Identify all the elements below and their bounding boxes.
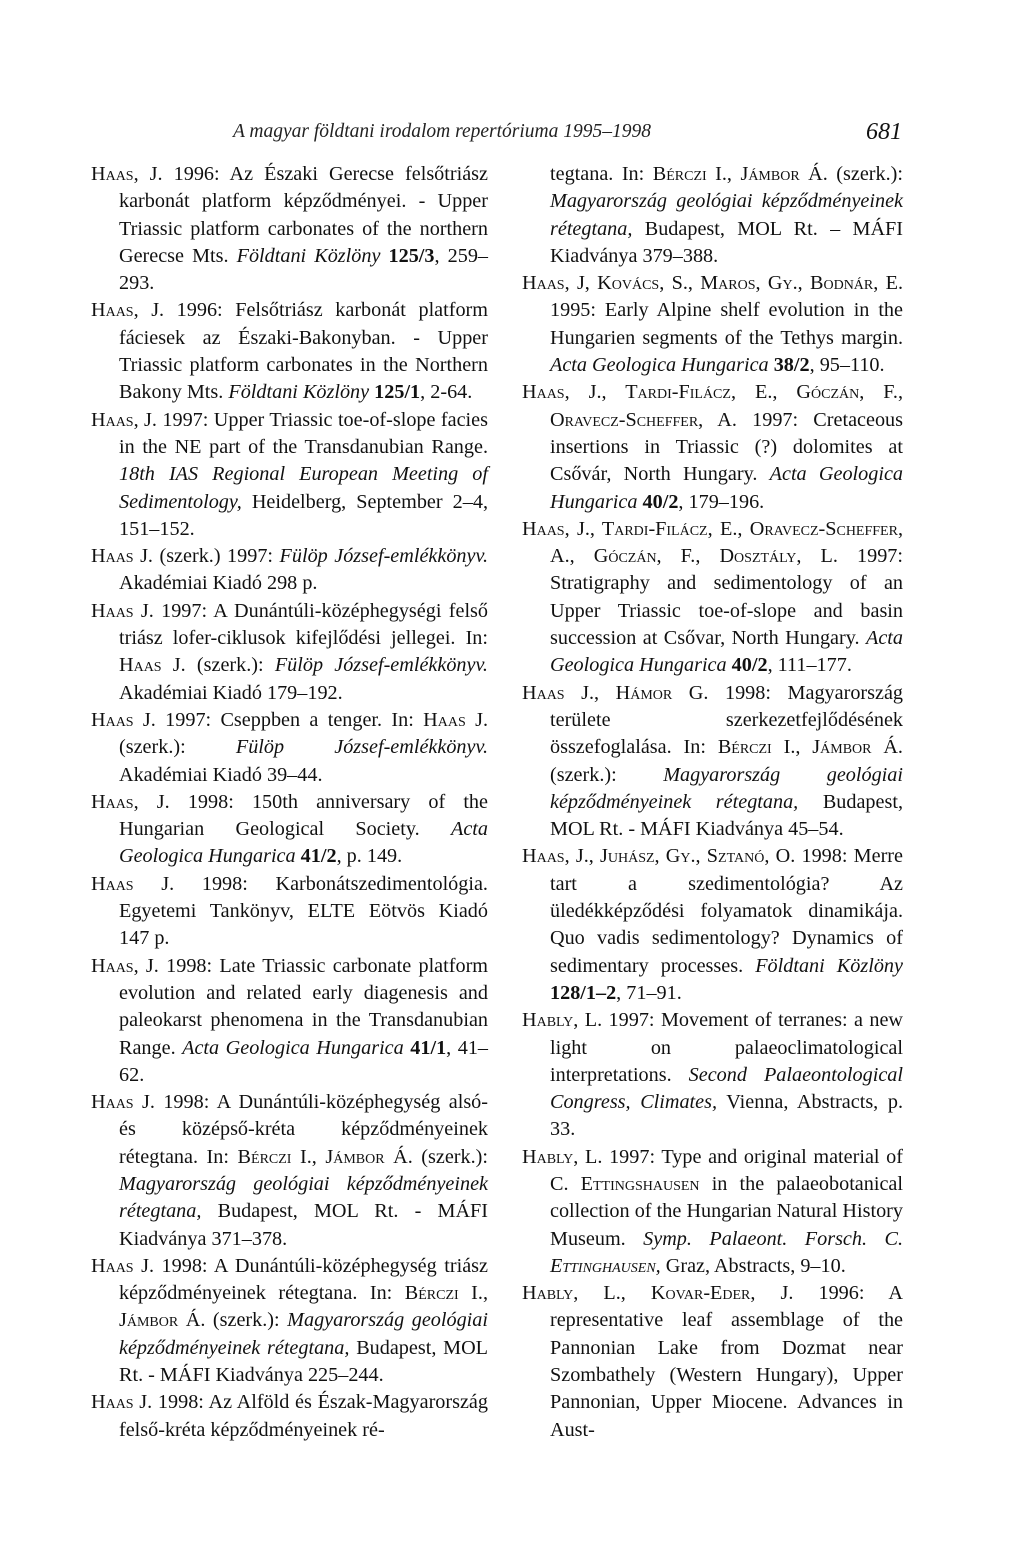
- entry-source: Acta Geologica Hungarica: [550, 627, 903, 677]
- entry-text: 1998: Az Alföld és Észak-Magyarország felső-kréta képződményeinek ré-: [119, 1391, 488, 1441]
- entry-author: Haas J.: [91, 708, 156, 731]
- entry-volume: 38/2: [773, 354, 810, 377]
- entry-author: Haas J.: [91, 1091, 155, 1114]
- entry-text: 1996: A representative leaf assemblage of the Pannonian Lake from Dozmat near Szombathely (Western Hungary), Upper Pannonian, Upper Miocene. Advances in Aust-: [550, 1282, 903, 1441]
- page-number: 681: [866, 119, 902, 145]
- bibliography-entry: [91, 407, 488, 543]
- entry-source: Magyarország geológiai képződményeinek rétegtana,: [119, 1309, 488, 1359]
- entry-author: Haas, J., Tardi-Filácz, E., Oravecz-Scheffer, A., Góczán, F., Dosztály, L.: [522, 517, 903, 568]
- bibliography-entry: [522, 1280, 903, 1444]
- entry-text: 1998: A Dunántúli-középhegység alsó- és középső-kréta képződményeinek rétegtana. In:: [119, 1091, 488, 1168]
- entry-text: 1997: Upper Triassic toe-of-slope facies in the NE part of the Transdanubian Range.: [119, 408, 488, 458]
- entry-author: Haas J., Hámor G.: [522, 681, 709, 704]
- entry-tail: Akadémiai Kiadó 298 p.: [119, 572, 318, 595]
- entry-volume: 125/1: [374, 381, 421, 404]
- entry-source: Fülöp József-emlékkönyv.: [274, 654, 488, 677]
- entry-text: 1998: A Dunántúli-középhegység triász képződményeinek rétegtana. In:: [119, 1254, 488, 1305]
- entry-tail: Budapest, MOL Rt. - MÁFI Kiadványa 225–244.: [119, 1336, 488, 1387]
- entry-text-2: (szerk.):: [550, 763, 664, 786]
- entry-text-2: (szerk.):: [827, 163, 903, 185]
- entry-tail: Vienna, Abstracts, p. 33.: [550, 1091, 903, 1141]
- entry-editor: Bérczi I., Jámbor Á.: [652, 163, 828, 185]
- entry-author: Hably, L.: [522, 1009, 603, 1032]
- entry-editor: Haas: [119, 654, 162, 677]
- bibliography-entry: [522, 379, 903, 515]
- entry-author: Hably, L., Kovar-Eder, J.: [522, 1282, 794, 1305]
- entry-text: 1995: Early Alpine shelf evolution in the Hungarien segments of the Tethys margin.: [550, 299, 903, 349]
- entry-pages: , 95–110.: [809, 354, 885, 377]
- entry-tail: Budapest, MOL Rt. - MÁFI Kiadványa 45–54.: [550, 790, 903, 841]
- entry-text: 1997: Movement of terranes: a new light on palaeoclimatological interpretations.: [550, 1009, 903, 1086]
- bibliography-entry: [522, 270, 903, 379]
- entry-editor: Bérczi I., Jámbor Á.: [119, 1282, 488, 1332]
- bibliography-entry: [91, 953, 488, 1089]
- bibliography-entry: [91, 707, 488, 789]
- entry-pages: , p. 149.: [336, 845, 403, 868]
- entry-source: Földtani Közlöny: [755, 954, 903, 977]
- entry-author: Haas, J.: [91, 408, 157, 431]
- entry-author: Haas J.: [91, 1254, 155, 1277]
- entry-text: 1997: Cseppben a tenger. In:: [155, 708, 424, 731]
- bibliography-entry-continuation: [522, 161, 903, 270]
- entry-author: Hably, L.: [522, 1145, 603, 1168]
- entry-pages: , 111–177.: [767, 654, 852, 677]
- entry-text: 1996: Az Északi Gerecse felsőtriász karbonát platform képződményei. - Upper Triassic platform carbonates of the northern Gerecse Mts.: [119, 163, 488, 267]
- entry-author: Haas, J.: [91, 163, 163, 185]
- bibliography-entry: [91, 1089, 488, 1253]
- entry-tail: Akadémiai Kiadó 39–44.: [119, 763, 323, 786]
- entry-source: Földtani Közlöny: [236, 244, 381, 267]
- entry-source: Acta Geologica Hungarica: [550, 463, 903, 513]
- entry-text: 1996: Felsőtriász karbonát platform fáciesek az Északi-Bakonyban. - Upper Triassic platform carbonates in the Northern Bakony Mts.: [119, 299, 488, 404]
- bibliography-entry: [91, 789, 488, 871]
- entry-author: Haas, J., Tardi-Filácz, E., Góczán, F., Oravecz-Scheffer, A.: [522, 381, 903, 431]
- page-header: [90, 117, 902, 147]
- entry-text-2: (szerk.):: [412, 1145, 488, 1168]
- entry-author: Haas, J, Kovács, S., Maros, Gy., Bodnár, E.: [522, 272, 903, 295]
- entry-pages: , 179–196.: [678, 490, 765, 513]
- entry-author: Haas, J.: [91, 954, 159, 977]
- entry-author: Haas J.: [91, 599, 154, 622]
- entry-editor: Haas: [423, 708, 466, 731]
- entry-volume: 40/2: [731, 654, 768, 677]
- entry-author: Haas, J., Juhász, Gy., Sztanó, O.: [522, 845, 796, 868]
- entry-volume: 41/1: [410, 1036, 447, 1059]
- entry-tail: Heidelberg, September 2–4, 151–152.: [119, 490, 488, 540]
- running-title: A magyar földtani irodalom repertóriuma 1995–1998: [233, 121, 651, 142]
- entry-editor: Bérczi I., Jámbor Á.: [237, 1145, 413, 1168]
- entry-source: Acta Geologica Hungarica: [182, 1036, 404, 1059]
- entry-text-2: in the palaeobotanical collection of the Hungarian Natural History Museum.: [550, 1172, 903, 1250]
- entry-author: Haas J.: [91, 872, 175, 895]
- entry-source: Fülöp József-emlékkönyv.: [235, 736, 488, 759]
- entry-source: Magyarország geológiai képződményeinek rétegtana,: [550, 763, 903, 813]
- right-column: [522, 161, 903, 1444]
- entry-volume: 125/3: [388, 244, 435, 267]
- bibliography-entry: [91, 1389, 488, 1444]
- entry-text: 1998: Merre tart a szedimentológia? Az üledékképződési folyamatok dinamikája. Quo vadis sedimentology? Dynamics of sedimentary processes.: [550, 845, 903, 977]
- entry-source: Acta Geologica Hungarica: [550, 354, 769, 377]
- entry-text: (szerk.) 1997:: [152, 545, 280, 568]
- entry-tail: Akadémiai Kiadó 179–192.: [119, 681, 343, 704]
- entry-source: Fülöp József-emlékkönyv.: [279, 545, 488, 568]
- entry-source: Magyarország geológiai képződményeinek rétegtana,: [119, 1172, 488, 1223]
- entry-text: 1997: Stratigraphy and sedimentology of an Upper Triassic toe-of-slope and basin succession at Csővar, North Hungary.: [550, 545, 904, 650]
- entry-text-2: J. (szerk.):: [119, 708, 488, 759]
- bibliography-entry: [522, 843, 903, 1007]
- entry-text: 1997: Cretaceous insertions in Triassic (?) dolomites at Csővár, North Hungary.: [550, 408, 903, 486]
- entry-source: Acta Geologica Hungarica: [119, 818, 488, 868]
- entry-source: Second Palaeontological Congress, Climates,: [550, 1063, 903, 1114]
- entry-pages: , 2-64.: [420, 381, 473, 404]
- entry-volume: 41/2: [300, 845, 337, 868]
- entry-text: 1998: Karbonátszedimentológia. Egyetemi Tankönyv, ELTE Eötvös Kiadó 147 p.: [119, 872, 488, 950]
- entry-pages: , 71–91.: [616, 981, 682, 1004]
- entry-tail: Budapest, MOL Rt. - MÁFI Kiadványa 371–378.: [119, 1200, 488, 1250]
- entry-author: Haas J.: [91, 1391, 153, 1414]
- entry-editor: Ettingshausen: [580, 1172, 700, 1195]
- entry-source-2: Ettinghausen,: [550, 1254, 661, 1277]
- entry-author: Haas J.: [91, 545, 153, 568]
- entry-author: Haas, J.: [91, 790, 170, 813]
- left-column: [91, 161, 488, 1444]
- entry-text: 1998: Late Triassic carbonate platform evolution and related early diagenesis and paleokarst phenomena in the Transdanubian Range.: [119, 954, 488, 1059]
- bibliography-entry: [91, 1253, 488, 1389]
- entry-text: 1998: 150th anniversary of the Hungarian Geological Society.: [119, 790, 488, 841]
- bibliography-entry: [522, 1144, 903, 1280]
- entry-volume: 40/2: [642, 490, 679, 513]
- bibliography-entry: [91, 297, 488, 406]
- bibliography-entry: [91, 871, 488, 953]
- bibliography-entry: [91, 161, 488, 297]
- entry-tail: Budapest, MOL Rt. – MÁFI Kiadványa 379–388.: [550, 217, 903, 267]
- entry-source: Földtani Közlöny: [228, 381, 370, 404]
- entry-text: 1998: Magyarország területe szerkezetfejlődésének összefoglalása. In:: [550, 681, 904, 759]
- entry-pages: , 41–62.: [119, 1036, 489, 1086]
- entry-author: Haas, J.: [91, 299, 165, 322]
- entry-volume: 128/1–2: [550, 981, 617, 1004]
- entry-source: Symp. Palaeont. Forsch. C.: [643, 1227, 903, 1250]
- entry-text: 1997: A Dunántúli-középhegységi felső triász lofer-ciklusok kifejlődési jellegei. In:: [119, 599, 488, 650]
- bibliography-entry: [522, 1007, 903, 1143]
- entry-text: tegtana. In:: [550, 163, 653, 185]
- entry-source: Magyarország geológiai képződményeinek rétegtana,: [550, 190, 903, 240]
- bibliography-entry: [522, 516, 903, 680]
- entry-text-2: (szerk.):: [205, 1309, 288, 1332]
- entry-text-2: J. (szerk.):: [161, 654, 275, 677]
- entry-tail: Graz, Abstracts, 9–10.: [660, 1254, 846, 1277]
- entry-editor: Bérczi I., Jámbor Á.: [717, 736, 903, 759]
- bibliography-entry: [91, 598, 488, 707]
- entry-text: 1997: Type and original material of C.: [550, 1145, 903, 1195]
- bibliography-entry: [522, 680, 903, 844]
- bibliography-entry: [91, 543, 488, 598]
- entry-pages: , 259–293.: [119, 244, 489, 295]
- entry-source: 18th IAS Regional European Meeting of Sedimentology,: [119, 463, 488, 513]
